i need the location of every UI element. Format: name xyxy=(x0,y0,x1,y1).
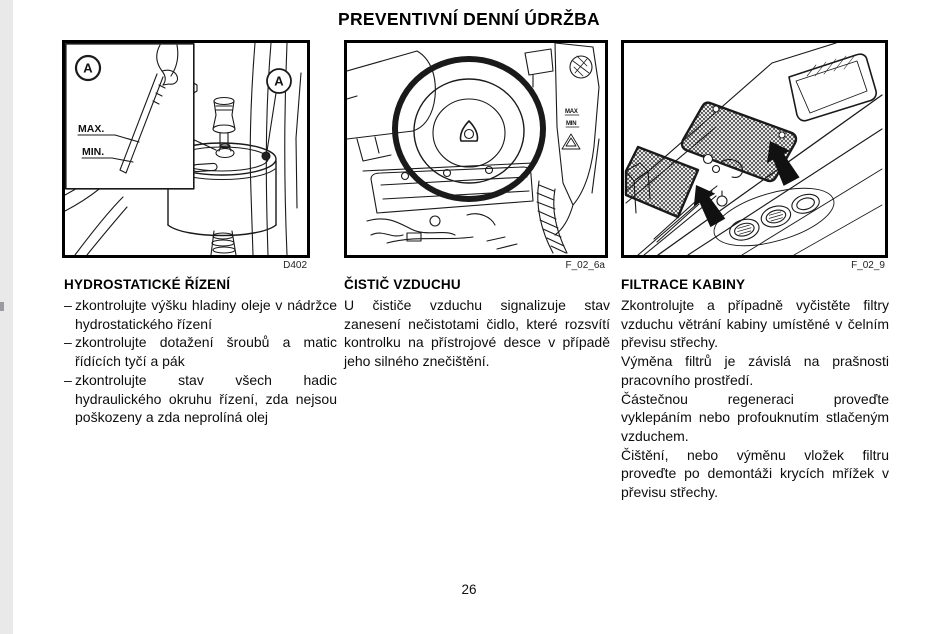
paragraph: U čističe vzduchu signalizuje stav zanesení nečistotami čidlo, které rozsvítí kontrolku na přístrojové desce v případě jeho silného znečištění. xyxy=(344,297,610,370)
figure-code: D402 xyxy=(283,260,307,271)
min-level-label: MIN. xyxy=(82,146,105,158)
page-title: PREVENTIVNÍ DENNÍ ÚDRŽBA xyxy=(338,9,600,29)
list-item xyxy=(64,333,337,370)
list-item xyxy=(64,296,337,333)
section-hydrostatic-steering xyxy=(64,277,337,427)
figure-cabin-filters xyxy=(621,40,888,258)
figure-air-cleaner xyxy=(344,40,608,258)
page-number: 26 xyxy=(461,582,477,597)
section-cabin-filtration xyxy=(621,277,889,502)
scan-edge-band xyxy=(0,0,13,634)
bullet-marker: – xyxy=(64,334,72,351)
bullet-marker: – xyxy=(64,297,72,313)
paragraph: Čištění, nebo výměnu vložek filtru proveďte po demontáži krycích mřížek v převisu střechy. xyxy=(621,446,889,501)
list-item-text: zkontrolujte výšku hladiny oleje v nádržce hydrostatického řízení xyxy=(75,297,337,332)
section-heading: HYDROSTATICKÉ ŘÍZENÍ xyxy=(64,277,231,292)
figure-callout-a: A xyxy=(274,73,284,89)
section-air-cleaner xyxy=(344,277,610,371)
hydrostatic-steering-illustration xyxy=(65,43,307,255)
air-cleaner-illustration xyxy=(347,43,605,255)
inset-callout-a: A xyxy=(83,60,93,76)
list-item xyxy=(64,371,337,427)
reservoir-max-label: MAX xyxy=(565,109,578,115)
scan-artifact xyxy=(0,302,4,311)
paragraph: Částečnou regeneraci proveďte vyklepáním nebo profouknutím stlačeným vzduchem. xyxy=(621,390,889,444)
figure-hydrostatic-steering xyxy=(62,40,310,258)
sunroof-hatch xyxy=(789,54,876,121)
bullet-list xyxy=(64,296,337,427)
figure-code: F_02_6a xyxy=(565,260,605,271)
paragraph: Zkontrolujte a případně vyčistěte filtry vzduchu větrání kabiny umístěné v čelním převisu střechy. xyxy=(621,297,889,351)
bullet-marker: – xyxy=(64,371,72,388)
reservoir-min-label: MIN xyxy=(566,121,577,127)
figure-code: F_02_9 xyxy=(851,260,885,271)
list-item-text: zkontrolujte dotažení šroubů a matic řídících tyčí a pák xyxy=(75,334,337,370)
cabin-filters-illustration xyxy=(624,43,885,255)
section-heading: FILTRACE KABINY xyxy=(621,277,746,292)
filter-grille-lower xyxy=(626,147,698,217)
section-heading: ČISTIČ VZDUCHU xyxy=(344,277,461,292)
paragraph: Výměna filtrů je závislá na prašnosti pracovního prostředí. xyxy=(621,353,889,388)
list-item-text: zkontrolujte stav všech hadic hydraulického okruhu řízení, zda nejsou poškozeny a zda neprolíná olej xyxy=(75,371,337,426)
max-level-label: MAX. xyxy=(78,123,105,135)
